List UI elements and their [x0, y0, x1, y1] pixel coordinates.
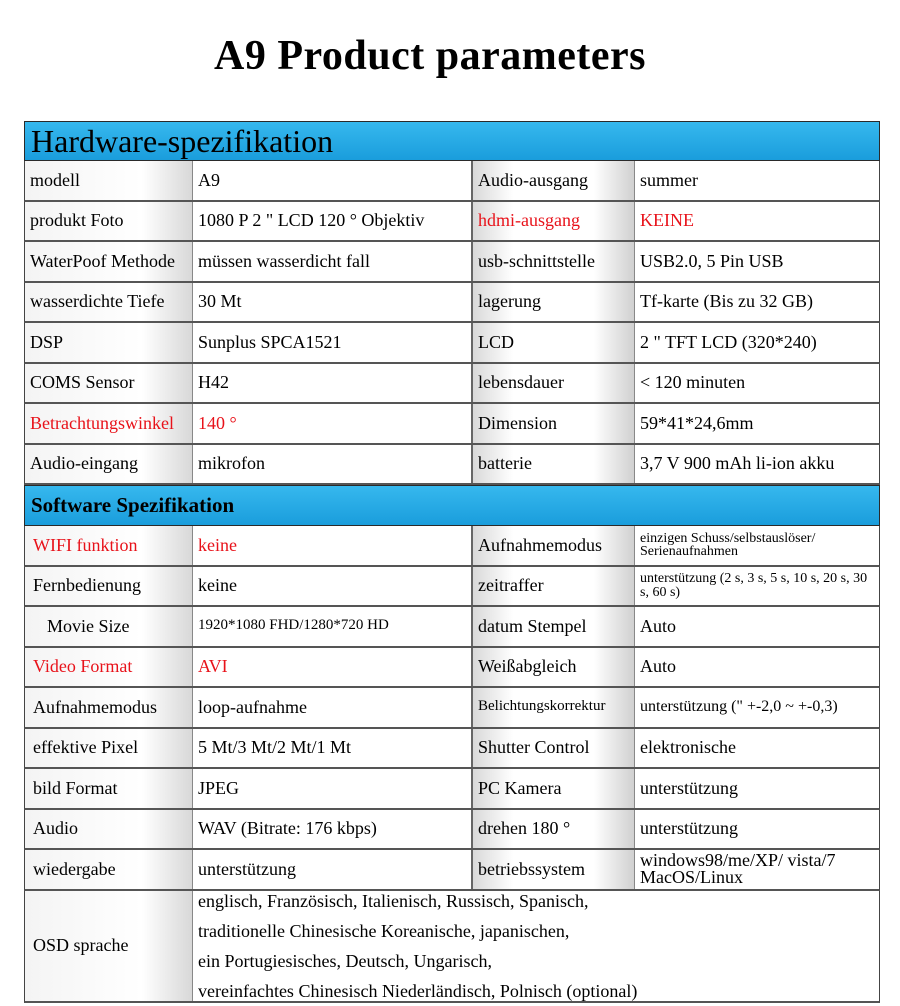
hw-key: wasserdichte Tiefe [25, 283, 193, 322]
hw-value: 2 " TFT LCD (320*240) [635, 323, 879, 362]
hw-value: summer [635, 161, 879, 200]
sw-value: Auto [635, 607, 879, 646]
sw-key: wiedergabe [25, 850, 193, 889]
sw-value: unterstützung [635, 769, 879, 808]
hw-key: hdmi-ausgang [471, 202, 635, 241]
hw-value: Tf-karte (Bis zu 32 GB) [635, 283, 879, 322]
table-row [24, 242, 880, 283]
hw-key: Audio-eingang [25, 445, 193, 484]
sw-key: Movie Size [25, 607, 193, 646]
sw-key: WIFI funktion [25, 526, 193, 565]
sw-key: zeitraffer [471, 567, 635, 606]
osd-line: vereinfachtes Chinesisch Niederländisch, Polnisch (optional) [198, 980, 638, 1001]
spec-table [24, 121, 880, 1003]
hw-key: LCD [471, 323, 635, 362]
hw-value: 3,7 V 900 mAh li-ion akku [635, 445, 879, 484]
sw-value: unterstützung [635, 810, 879, 849]
sw-key: Weißabgleich [471, 648, 635, 687]
hw-key: Dimension [471, 404, 635, 443]
hardware-heading: Hardware-spezifikation [24, 121, 880, 161]
hw-value: < 120 minuten [635, 364, 879, 403]
osd-label: OSD sprache [25, 891, 193, 1001]
sw-value: unterstützung (" +-2,0 ~ +-0,3) [635, 688, 879, 727]
table-row [24, 202, 880, 243]
sw-value: Auto [635, 648, 879, 687]
table-row [24, 607, 880, 648]
sw-key: Video Format [25, 648, 193, 687]
hw-value: 1080 P 2 " LCD 120 ° Objektiv [193, 202, 471, 241]
sw-value: elektronische [635, 729, 879, 768]
sw-value: einzigen Schuss/selbstauslöser/ Serienaufnahmen [635, 526, 879, 565]
sw-value: JPEG [193, 769, 471, 808]
hw-key: lebensdauer [471, 364, 635, 403]
sw-key: Aufnahmemodus [25, 688, 193, 727]
table-row [24, 364, 880, 405]
sw-key: Fernbedienung [25, 567, 193, 606]
osd-line: traditionelle Chinesische Koreanische, japanischen, [198, 920, 570, 941]
hw-key: usb-schnittstelle [471, 242, 635, 281]
table-row [24, 161, 880, 202]
sw-key: drehen 180 ° [471, 810, 635, 849]
table-row [24, 729, 880, 770]
sw-value: unterstützung (2 s, 3 s, 5 s, 10 s, 20 s, 30 s, 60 s) [635, 567, 879, 606]
hw-value: USB2.0, 5 Pin USB [635, 242, 879, 281]
hw-key: produkt Foto [25, 202, 193, 241]
hw-value: Sunplus SPCA1521 [193, 323, 471, 362]
hw-value: A9 [193, 161, 471, 200]
hw-key: Betrachtungswinkel [25, 404, 193, 443]
hw-key: Audio-ausgang [471, 161, 635, 200]
hw-key: DSP [25, 323, 193, 362]
sw-value: unterstützung [193, 850, 471, 889]
table-row [24, 891, 880, 1003]
hw-key: lagerung [471, 283, 635, 322]
hw-key: COMS Sensor [25, 364, 193, 403]
table-row [24, 526, 880, 567]
table-row [24, 404, 880, 445]
sw-key: Belichtungskorrektur [471, 688, 635, 727]
table-row [24, 648, 880, 689]
software-heading: Software Spezifikation [24, 485, 880, 526]
table-row [24, 323, 880, 364]
hw-value: 30 Mt [193, 283, 471, 322]
table-row [24, 769, 880, 810]
sw-value: keine [193, 526, 471, 565]
sw-value: windows98/me/XP/ vista/7 MacOS/Linux [635, 850, 879, 889]
table-row [24, 688, 880, 729]
hw-value: 140 ° [193, 404, 471, 443]
hw-value: H42 [193, 364, 471, 403]
osd-line: ein Portugiesisches, Deutsch, Ungarisch, [198, 950, 492, 971]
table-row [24, 850, 880, 891]
hw-key: modell [25, 161, 193, 200]
sw-value: keine [193, 567, 471, 606]
table-row [24, 445, 880, 486]
sw-value: 5 Mt/3 Mt/2 Mt/1 Mt [193, 729, 471, 768]
hw-value: mikrofon [193, 445, 471, 484]
table-row [24, 567, 880, 608]
sw-value: 1920*1080 FHD/1280*720 HD [193, 607, 471, 646]
sw-key: PC Kamera [471, 769, 635, 808]
hw-key: batterie [471, 445, 635, 484]
sw-key: Aufnahmemodus [471, 526, 635, 565]
sw-key: datum Stempel [471, 607, 635, 646]
sw-value: loop-aufnahme [193, 688, 471, 727]
sw-key: betriebssystem [471, 850, 635, 889]
sw-key: Audio [25, 810, 193, 849]
osd-line: englisch, Französisch, Italienisch, Russisch, Spanisch, [198, 890, 589, 911]
sw-value: WAV (Bitrate: 176 kbps) [193, 810, 471, 849]
hw-value: 59*41*24,6mm [635, 404, 879, 443]
hw-value: KEINE [635, 202, 879, 241]
sw-value: AVI [193, 648, 471, 687]
table-row [24, 810, 880, 851]
page-title: A9 Product parameters [214, 33, 646, 79]
sw-key: bild Format [25, 769, 193, 808]
table-row [24, 283, 880, 324]
hw-value: müssen wasserdicht fall [193, 242, 471, 281]
sw-key: Shutter Control [471, 729, 635, 768]
osd-languages [193, 891, 879, 1001]
hw-key: WaterPoof Methode [25, 242, 193, 281]
sw-key: effektive Pixel [25, 729, 193, 768]
